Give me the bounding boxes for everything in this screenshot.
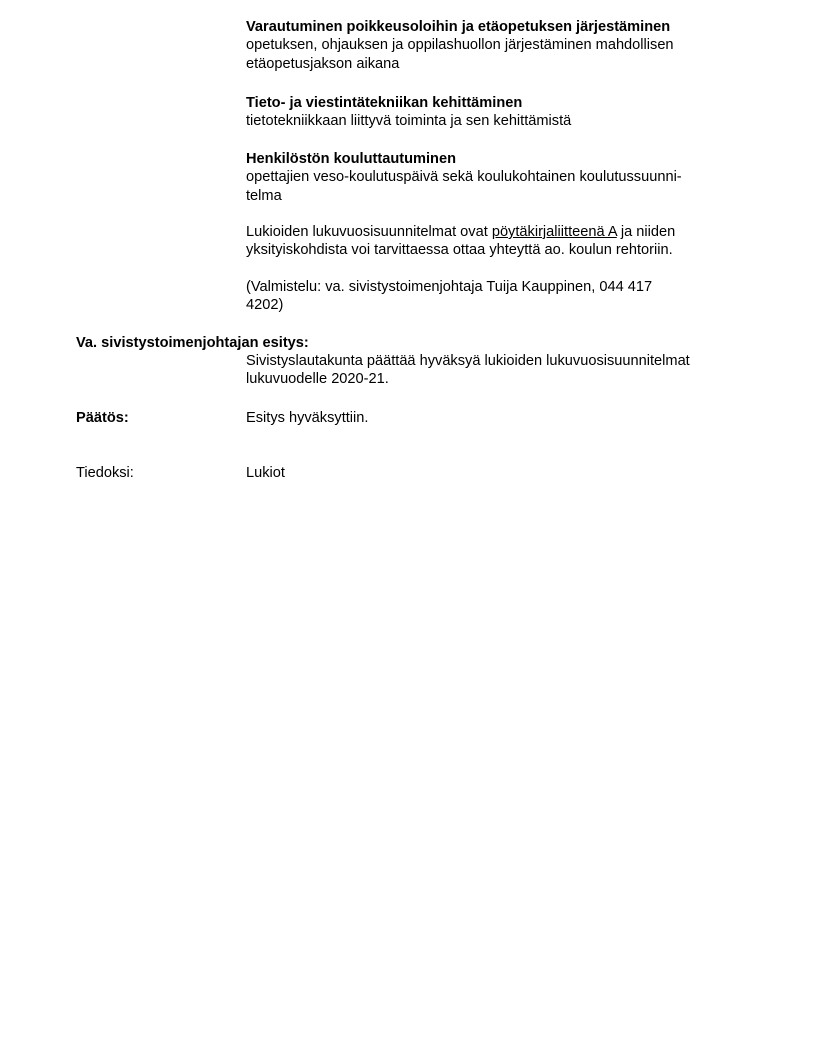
section-text-line: opetuksen, ohjauksen ja oppilashuollon järjestäminen mahdollisen xyxy=(246,37,674,54)
notice-label: Tiedoksi: xyxy=(76,465,134,481)
attachment-note xyxy=(246,223,746,260)
section-poikkeusolot xyxy=(246,18,746,73)
proposal-label: Va. sivistystoimenjohtajan esitys: xyxy=(76,335,309,351)
attachment-link[interactable]: pöytäkirjaliitteenä A xyxy=(491,224,617,240)
section-henkilosto xyxy=(246,150,746,205)
preparation-line: (Valmistelu: va. sivistystoimenjohtaja Tuija Kauppinen, 044 417 xyxy=(246,279,653,295)
notice-label-block xyxy=(76,464,134,482)
section-tvt xyxy=(246,94,746,131)
decision-text: Esitys hyväksyttiin. xyxy=(246,410,369,426)
section-heading: Henkilöstön kouluttautuminen xyxy=(246,151,456,167)
proposal-text-line: Sivistyslautakunta päättää hyväksyä lukioiden lukuvuosisuunnitelmat xyxy=(246,353,690,369)
proposal-label-block xyxy=(76,334,309,352)
attachment-note-line1 xyxy=(246,223,746,241)
decision-label: Päätös: xyxy=(76,410,129,426)
attachment-note-text: ja niiden xyxy=(616,224,676,240)
attachment-note-line2: yksityiskohdista voi tarvittaessa ottaa yhteyttä ao. koulun rehtoriin. xyxy=(246,242,673,259)
preparation-line: 4202) xyxy=(246,297,284,314)
notice-text: Lukiot xyxy=(246,465,285,481)
section-heading: Varautuminen poikkeusoloihin ja etäopetuksen järjestäminen xyxy=(246,19,671,35)
preparation-note xyxy=(246,278,746,315)
section-text-line: tietotekniikkaan liittyvä toiminta ja sen kehittämistä xyxy=(246,113,572,130)
attachment-note-text: Lukioiden lukuvuosisuunnitelmat ovat xyxy=(246,224,492,240)
proposal-text-block xyxy=(246,352,746,389)
section-text-line: etäopetusjakson aikana xyxy=(246,55,400,72)
decision-label-block xyxy=(76,409,129,427)
proposal-text-line: lukuvuodelle 2020-21. xyxy=(246,371,389,388)
section-text-line: opettajien veso-koulutuspäivä sekä koulukohtainen koulutussuunni- xyxy=(246,169,682,186)
notice-text-block xyxy=(246,464,746,482)
decision-text-block xyxy=(246,409,746,427)
section-heading: Tieto- ja viestintätekniikan kehittäminen xyxy=(246,95,523,111)
section-text-line: telma xyxy=(246,187,282,204)
